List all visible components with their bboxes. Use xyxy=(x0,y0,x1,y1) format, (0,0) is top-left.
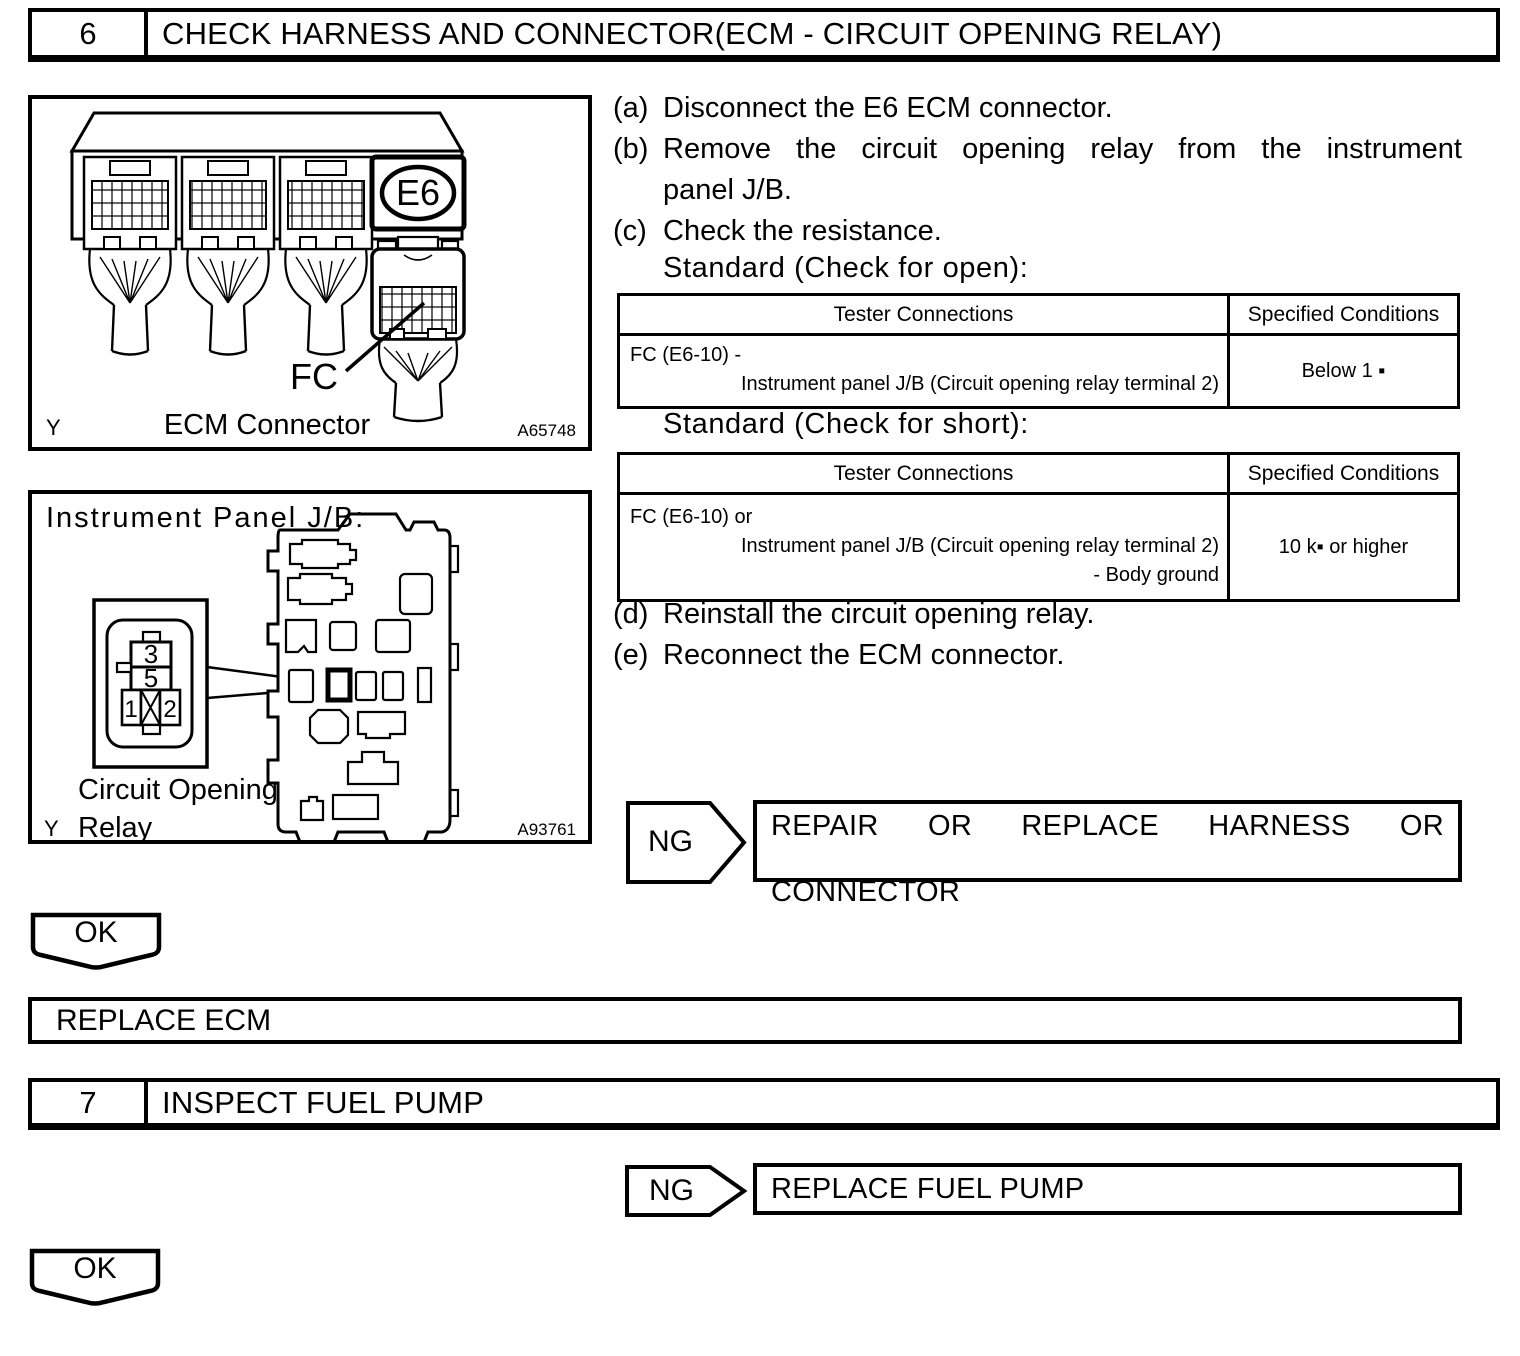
table1-tester-connections xyxy=(620,336,1230,406)
ok1-text: OK xyxy=(74,916,118,949)
step-c-text: Check the resistance. xyxy=(663,215,942,247)
table1-row-line1: FC (E6-10) - xyxy=(630,344,742,366)
figure-id: A93761 xyxy=(517,820,576,839)
step-b-text-line2: panel J/B. xyxy=(663,174,792,206)
ng2-action-box xyxy=(753,1163,1462,1215)
ok2-text: OK xyxy=(73,1252,117,1285)
step6-header xyxy=(28,8,1500,62)
step6-title: CHECK HARNESS AND CONNECTOR(ECM - CIRCUIT OPENING RELAY) xyxy=(162,15,1223,51)
ok1-banner xyxy=(29,911,163,971)
relay-pin-2: 2 xyxy=(163,696,177,723)
table2-col2-header: Specified Conditions xyxy=(1230,455,1457,495)
relay-pin-5: 5 xyxy=(143,663,159,693)
step7-number: 7 xyxy=(32,1082,148,1123)
ng2-arrow xyxy=(625,1165,747,1217)
figure-ecm-connector xyxy=(28,95,592,451)
step-b-text-line1: Remove the circuit opening relay from the instrument xyxy=(663,133,1462,165)
ecm-connector-drawing xyxy=(32,99,588,447)
step-e-text: Reconnect the ECM connector. xyxy=(663,639,1065,671)
table2-tester-connections xyxy=(620,495,1230,599)
figure-id: A65748 xyxy=(517,421,576,440)
step-a-label: (a) xyxy=(613,92,649,124)
ok2-banner xyxy=(28,1247,162,1307)
fc-wire-label: FC xyxy=(290,356,338,397)
table1-col2-header: Specified Conditions xyxy=(1230,296,1457,336)
figure-corner-mark: Y xyxy=(44,816,59,841)
table2-col1-header: Tester Connections xyxy=(620,455,1230,495)
step-a-text: Disconnect the E6 ECM connector. xyxy=(663,92,1113,124)
figure-instrument-panel-jb xyxy=(28,490,592,844)
e6-connector-label: E6 xyxy=(395,172,441,213)
figure-corner-mark: Y xyxy=(46,415,61,440)
step7-header xyxy=(28,1078,1500,1130)
step-d-text: Reinstall the circuit opening relay. xyxy=(663,598,1095,630)
standard-short-heading: Standard (Check for short): xyxy=(663,408,1029,440)
ng2-badge-text: NG xyxy=(649,1174,694,1207)
step-b-label: (b) xyxy=(613,133,649,165)
standard-open-heading: Standard (Check for open): xyxy=(663,252,1029,284)
step-c-label: (c) xyxy=(613,215,647,247)
table1-row-line2: Instrument panel J/B (Circuit opening relay terminal 2) xyxy=(741,373,1219,395)
replace-ecm-box: REPLACE ECM xyxy=(28,997,1462,1044)
table2-row-line1: FC (E6-10) or xyxy=(630,506,753,528)
table1-specified-condition: Below 1 ▪ xyxy=(1301,359,1386,382)
jb-figure-title: Instrument Panel J/B: xyxy=(46,502,366,534)
ng1-arrow xyxy=(626,801,747,884)
relay-pin-3: 3 xyxy=(143,639,159,669)
ng1-badge-text: NG xyxy=(648,825,693,858)
step-e-label: (e) xyxy=(613,639,649,671)
figure-caption: ECM Connector xyxy=(163,409,371,441)
ng2-action-text: REPLACE FUEL PUMP xyxy=(771,1172,1085,1205)
step7-title: INSPECT FUEL PUMP xyxy=(162,1084,485,1120)
table2-specified-condition: 10 k▪ or higher xyxy=(1278,535,1409,558)
ng1-action-line2: CONNECTOR xyxy=(771,876,961,908)
ng1-action-box xyxy=(753,800,1462,908)
table2-row-line3: - Body ground xyxy=(1093,564,1219,586)
standard-open-table xyxy=(617,293,1460,409)
step-d-label: (d) xyxy=(613,598,649,630)
table1-col1-header: Tester Connections xyxy=(620,296,1230,336)
relay-caption-line1: Circuit Opening xyxy=(78,774,278,806)
relay-pin-1: 1 xyxy=(124,696,138,723)
relay-caption-line2: Relay xyxy=(78,812,153,844)
table2-row-line2: Instrument panel J/B (Circuit opening relay terminal 2) xyxy=(741,535,1219,557)
relay-slot-highlight xyxy=(328,670,350,700)
standard-short-table xyxy=(617,452,1460,602)
step6-number: 6 xyxy=(32,12,148,55)
ng1-action-line1: REPAIR OR REPLACE HARNESS OR xyxy=(771,810,1444,842)
